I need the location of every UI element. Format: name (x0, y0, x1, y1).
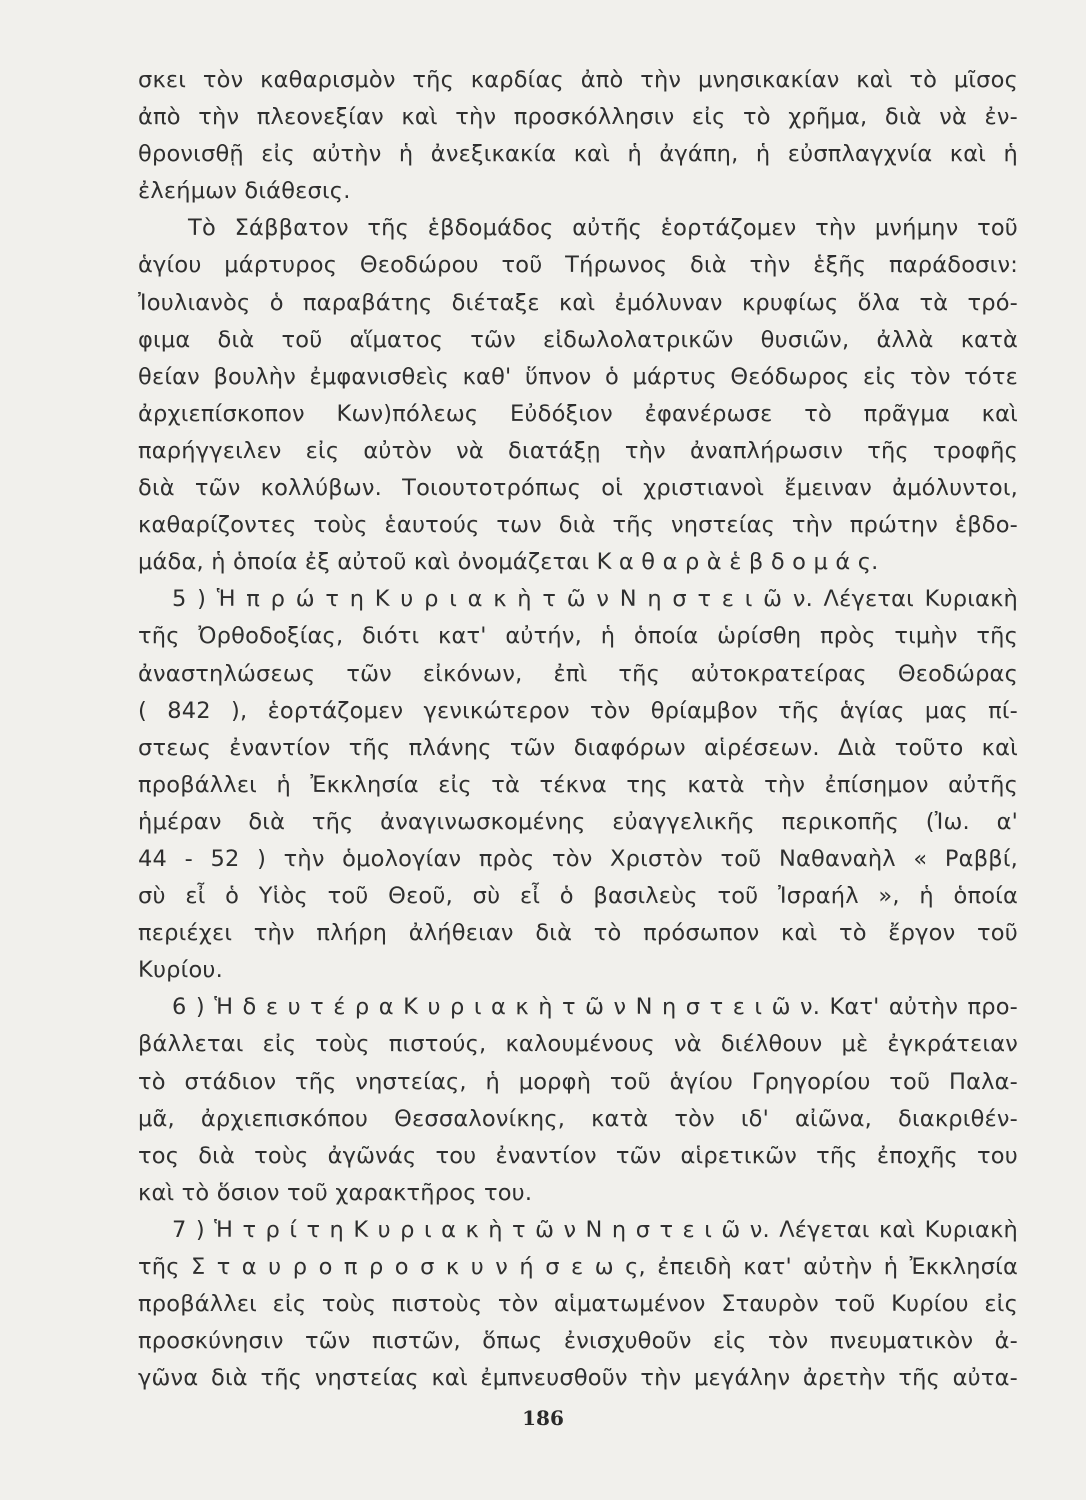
text-line: Ἰουλιανὸς ὁ παραβάτης διέταξε καὶ ἐμόλυναν κρυφίως ὅλα τὰ τρό- (138, 289, 1018, 316)
text-line: Τὸ Σάββατον τῆς ἑβδομάδος αὐτῆς ἑορτάζομεν τὴν μνήμην τοῦ (188, 215, 1018, 242)
page-number: 186 (522, 1406, 564, 1430)
text-line: ἐλεήμων διάθεσις. (138, 178, 351, 205)
text-line: τῆς Ὀρθοδοξίας, διότι κατ' αὐτήν, ἡ ὁποία ὡρίσθη πρὸς τιμὴν τῆς (138, 623, 1018, 650)
text-line: ἡμέραν διὰ τῆς ἀναγινωσκομένης εὐαγγελικῆς περικοπῆς (Ἰω. α' (138, 808, 1018, 835)
text-line: προβάλλει ἡ Ἐκκλησία εἰς τὰ τέκνα της κατὰ τὴν ἐπίσημον αὐτῆς (138, 771, 1018, 798)
text-line: 7 ) Ἡ τ ρ ί τ η Κ υ ρ ι α κ ὴ τ ῶ ν Ν η σ τ ε ι ῶ ν. Λέγεται καὶ Κυριακὴ (172, 1216, 1018, 1243)
text-line: φιμα διὰ τοῦ αἵματος τῶν εἰδωλολατρικῶν θυσιῶν, ἀλλὰ κατὰ (138, 326, 1018, 353)
text-line: τὸ στάδιον τῆς νηστείας, ἡ μορφὴ τοῦ ἁγίου Γρηγορίου τοῦ Παλα- (138, 1068, 1018, 1095)
text-line: μᾶ, ἀρχιεπισκόπου Θεσσαλονίκης, κατὰ τὸν ιδ' αἰῶνα, διακριθέν- (138, 1105, 1018, 1132)
text-line: σκει τὸν καθαρισμὸν τῆς καρδίας ἀπὸ τὴν μνησικακίαν καὶ τὸ μῖσος (138, 67, 1018, 93)
text-line: 5 ) Ἡ π ρ ώ τ η Κ υ ρ ι α κ ὴ τ ῶ ν Ν η σ τ ε ι ῶ ν. Λέγεται Κυριακὴ (172, 586, 1018, 613)
text-line: ἀναστηλώσεως τῶν εἰκόνων, ἐπὶ τῆς αὐτοκρατείρας Θεοδώρας (138, 660, 1018, 687)
text-line: βάλλεται εἰς τοὺς πιστούς, καλουμένους νὰ διέλθουν μὲ ἐγκράτειαν (138, 1031, 1018, 1058)
text-line: τῆς Σ τ α υ ρ ο π ρ ο σ κ υ ν ή σ ε ω ς, ἐπειδὴ κατ' αὐτὴν ἡ Ἐκκλησία (138, 1254, 1018, 1280)
text-line: θρονισθῇ εἰς αὐτὴν ἡ ἀνεξικακία καὶ ἡ ἀγάπη, ἡ εὐσπλαγχνία καὶ ἡ (138, 141, 1018, 168)
text-line: προβάλλει εἰς τοὺς πιστοὺς τὸν αἱματωμένον Σταυρὸν τοῦ Κυρίου εἰς (138, 1291, 1018, 1318)
text-line: Κυρίου. (138, 957, 224, 984)
text-line: παρήγγειλεν εἰς αὐτὸν νὰ διατάξῃ τὴν ἀναπλήρωσιν τῆς τροφῆς (138, 437, 1018, 464)
text-line: καθαρίζοντες τοὺς ἑαυτούς των διὰ τῆς νηστείας τὴν πρώτην ἑβδο- (138, 512, 1018, 539)
text-line: ἀρχιεπίσκοπον Κων)πόλεως Εὐδόξιον ἐφανέρωσε τὸ πρᾶγμα καὶ (138, 400, 1018, 427)
text-line: 6 ) Ἡ δ ε υ τ έ ρ α Κ υ ρ ι α κ ὴ τ ῶ ν Ν η σ τ ε ι ῶ ν. Κατ' αὐτὴν προ- (172, 994, 1018, 1021)
text-line: ( 842 ), ἑορτάζομεν γενικώτερον τὸν θρίαμβον τῆς ἁγίας μας πί- (138, 697, 1018, 724)
text-line: καὶ τὸ ὅσιον τοῦ χαρακτῆρος του. (138, 1179, 533, 1206)
text-line: προσκύνησιν τῶν πιστῶν, ὅπως ἐνισχυθοῦν εἰς τὸν πνευματικὸν ἀ- (138, 1328, 1018, 1355)
text-line: διὰ τῶν κολλύβων. Τοιουτοτρόπως οἱ χριστιανοὶ ἔμειναν ἀμόλυντοι, (138, 475, 1018, 502)
text-line: ἁγίου μάρτυρος Θεοδώρου τοῦ Τήρωνος διὰ τὴν ἑξῆς παράδοσιν: (138, 252, 1018, 279)
text-line: τος διὰ τοὺς ἀγῶνάς του ἐναντίον τῶν αἱρετικῶν τῆς ἐποχῆς του (138, 1142, 1018, 1169)
text-line: γῶνα διὰ τῆς νηστείας καὶ ἐμπνευσθοῦν τὴν μεγάλην ἀρετὴν τῆς αὐτα- (138, 1365, 1018, 1392)
text-line: ἀπὸ τὴν πλεονεξίαν καὶ τὴν προσκόλλησιν εἰς τὸ χρῆμα, διὰ νὰ ἐν- (138, 104, 1018, 131)
body-text (138, 62, 1018, 1397)
text-line: θείαν βουλὴν ἐμφανισθεὶς καθ' ὕπνον ὁ μάρτυς Θεόδωρος εἰς τὸν τότε (138, 363, 1018, 390)
text-line: σὺ εἶ ὁ Υἱὸς τοῦ Θεοῦ, σὺ εἶ ὁ βασιλεὺς τοῦ Ἰσραήλ », ἡ ὁποία (138, 883, 1018, 910)
text-line: στεως ἐναντίον τῆς πλάνης τῶν διαφόρων αἱρέσεων. Διὰ τοῦτο καὶ (138, 734, 1018, 761)
text-line: μάδα, ἡ ὁποία ἐξ αὐτοῦ καὶ ὀνομάζεται Κ α θ α ρ ὰ ἑ β δ ο μ ά ς. (138, 549, 879, 576)
text-line: 44 - 52 ) τὴν ὁμολογίαν πρὸς τὸν Χριστὸν τοῦ Ναθαναὴλ « Ραββί, (138, 845, 1018, 872)
text-line: περιέχει τὴν πλήρη ἀλήθειαν διὰ τὸ πρόσωπον καὶ τὸ ἔργον τοῦ (138, 920, 1018, 947)
